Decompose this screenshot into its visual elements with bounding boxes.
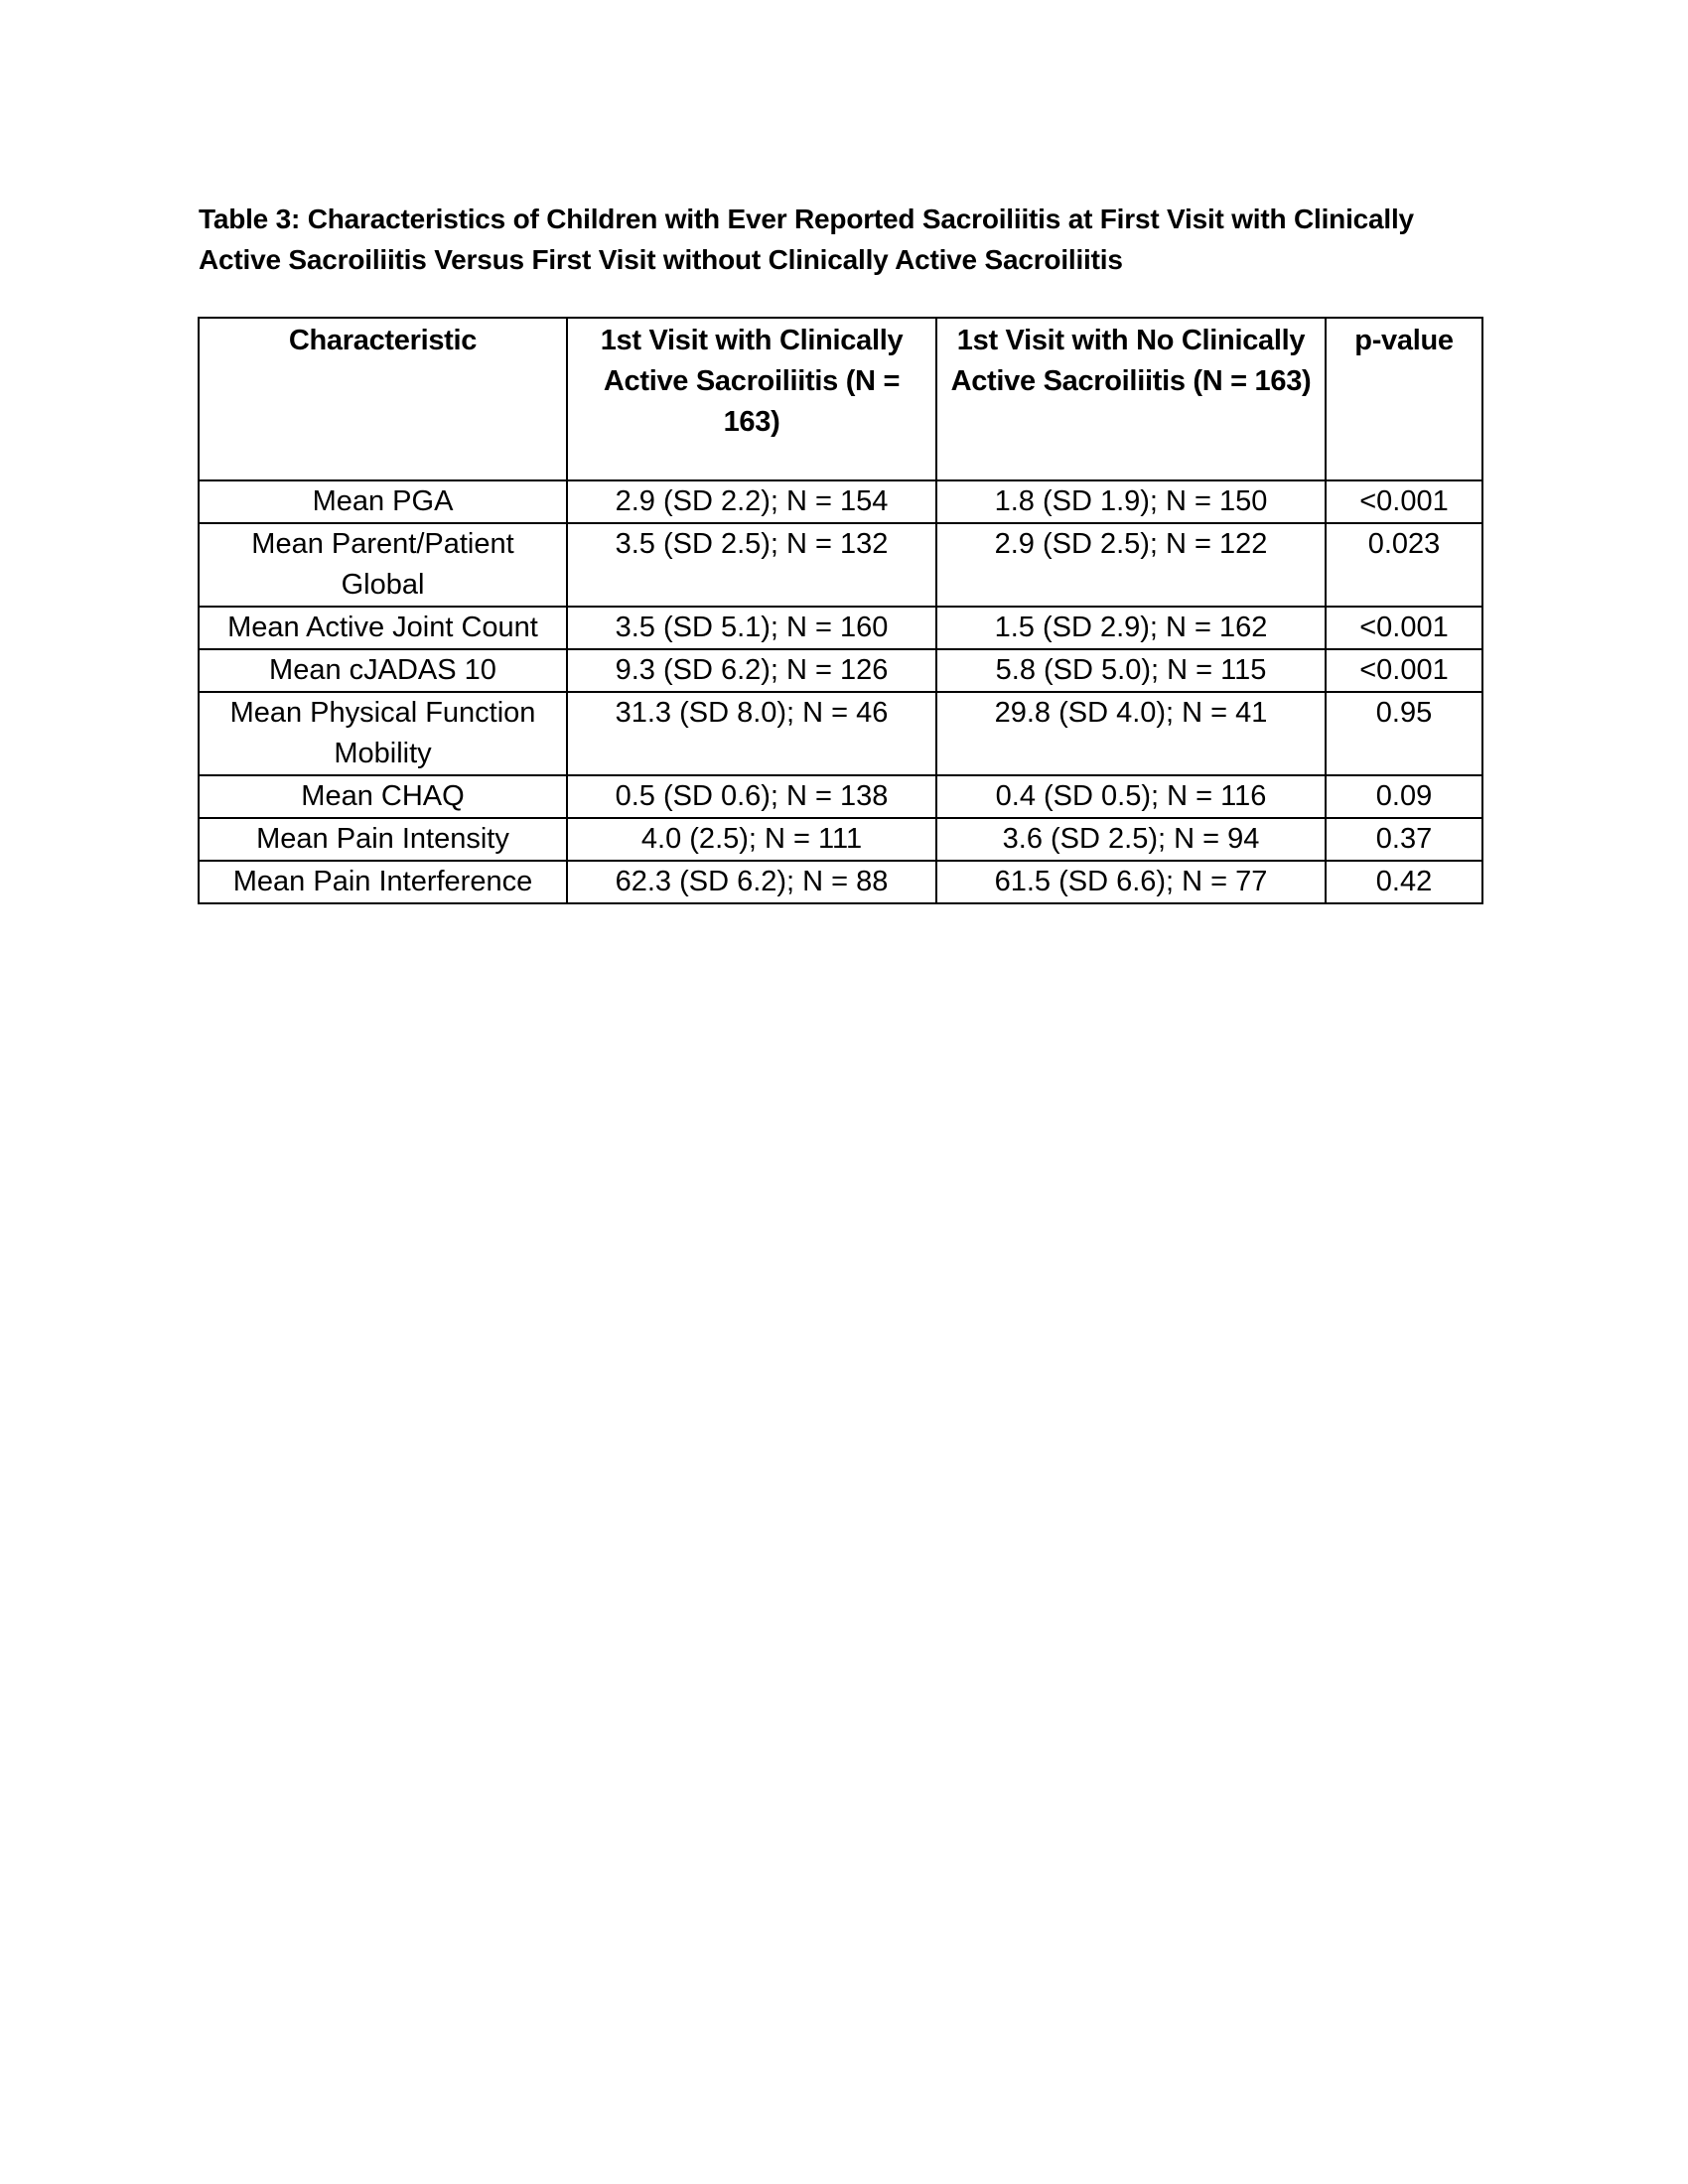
header-without-active: 1st Visit with No Clinically Active Sacroiliitis (N = 163): [936, 318, 1326, 480]
cell-characteristic: Mean Pain Interference: [199, 861, 567, 903]
cell-p-value: 0.95: [1326, 692, 1482, 775]
cell-without-active: 2.9 (SD 2.5); N = 122: [936, 523, 1326, 607]
cell-p-value: 0.42: [1326, 861, 1482, 903]
header-with-active: 1st Visit with Clinically Active Sacroiliitis (N = 163): [567, 318, 936, 480]
table-header: [199, 318, 1482, 480]
cell-p-value: <0.001: [1326, 607, 1482, 649]
cell-p-value: 0.023: [1326, 523, 1482, 607]
characteristics-table: [198, 317, 1483, 904]
cell-without-active: 29.8 (SD 4.0); N = 41: [936, 692, 1326, 775]
header-row: [199, 318, 1482, 480]
cell-characteristic: Mean Physical Function Mobility: [199, 692, 567, 775]
table-row: [199, 692, 1482, 775]
caption-line-2: Active Sacroiliitis Versus First Visit without Clinically Active Sacroiliitis: [199, 244, 1123, 275]
header-characteristic: Characteristic: [199, 318, 567, 480]
cell-characteristic: Mean Parent/Patient Global: [199, 523, 567, 607]
cell-characteristic: Mean Active Joint Count: [199, 607, 567, 649]
header-p-value: p-value: [1326, 318, 1482, 480]
cell-p-value: <0.001: [1326, 649, 1482, 692]
cell-with-active: 3.5 (SD 2.5); N = 132: [567, 523, 936, 607]
table-row: [199, 818, 1482, 861]
cell-with-active: 3.5 (SD 5.1); N = 160: [567, 607, 936, 649]
cell-characteristic: Mean cJADAS 10: [199, 649, 567, 692]
cell-p-value: 0.09: [1326, 775, 1482, 818]
table-row: [199, 861, 1482, 903]
cell-p-value: <0.001: [1326, 480, 1482, 523]
cell-p-value: 0.37: [1326, 818, 1482, 861]
caption-line-1: Table 3: Characteristics of Children with Ever Reported Sacroiliitis at First Visit with Clinically: [199, 204, 1414, 234]
cell-without-active: 61.5 (SD 6.6); N = 77: [936, 861, 1326, 903]
cell-without-active: 1.8 (SD 1.9); N = 150: [936, 480, 1326, 523]
cell-with-active: 0.5 (SD 0.6); N = 138: [567, 775, 936, 818]
cell-characteristic: Mean Pain Intensity: [199, 818, 567, 861]
table-row: [199, 480, 1482, 523]
table-row: [199, 607, 1482, 649]
cell-with-active: 31.3 (SD 8.0); N = 46: [567, 692, 936, 775]
table-body: [199, 480, 1482, 903]
table-row: [199, 775, 1482, 818]
cell-characteristic: Mean PGA: [199, 480, 567, 523]
cell-with-active: 4.0 (2.5); N = 111: [567, 818, 936, 861]
table-caption: [199, 199, 1489, 280]
cell-with-active: 62.3 (SD 6.2); N = 88: [567, 861, 936, 903]
table-row: [199, 523, 1482, 607]
cell-characteristic: Mean CHAQ: [199, 775, 567, 818]
cell-without-active: 5.8 (SD 5.0); N = 115: [936, 649, 1326, 692]
cell-without-active: 3.6 (SD 2.5); N = 94: [936, 818, 1326, 861]
cell-with-active: 9.3 (SD 6.2); N = 126: [567, 649, 936, 692]
cell-without-active: 1.5 (SD 2.9); N = 162: [936, 607, 1326, 649]
cell-without-active: 0.4 (SD 0.5); N = 116: [936, 775, 1326, 818]
cell-with-active: 2.9 (SD 2.2); N = 154: [567, 480, 936, 523]
table-row: [199, 649, 1482, 692]
